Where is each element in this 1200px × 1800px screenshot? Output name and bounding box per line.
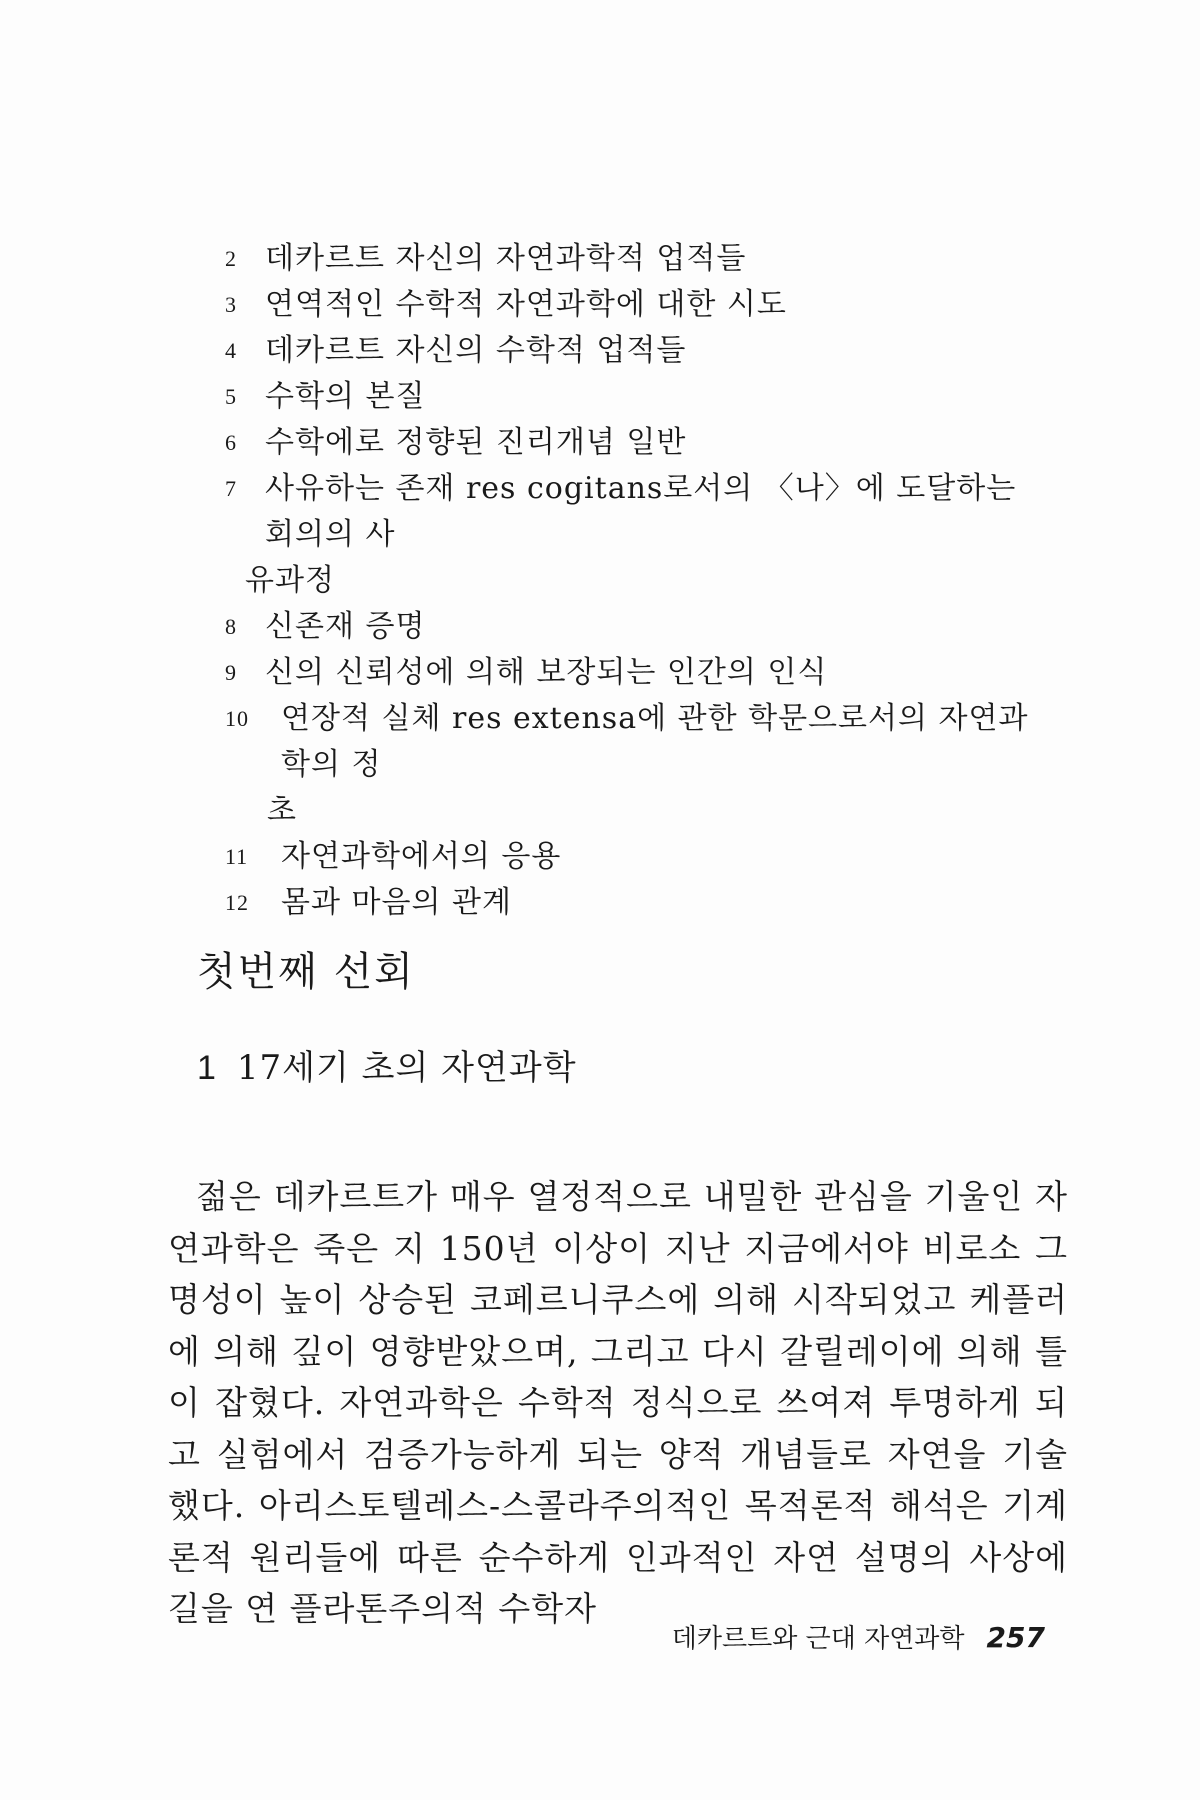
- running-title: 데카르트와 근대 자연과학: [671, 1624, 965, 1654]
- toc-item-text: 몸과 마음의 관계: [281, 885, 512, 920]
- toc-item: [225, 420, 1055, 466]
- toc-item-number: 7: [225, 476, 237, 501]
- toc-item-text: 수학에로 정향된 진리개념 일반: [265, 425, 687, 460]
- toc-item: [225, 282, 1055, 328]
- table-of-contents: [225, 236, 1055, 926]
- toc-item: [225, 466, 1055, 604]
- page-footer: [672, 1618, 1045, 1655]
- toc-item: [225, 650, 1055, 696]
- toc-item-number: 8: [225, 614, 237, 639]
- toc-item-number: 6: [225, 430, 237, 455]
- toc-item-text: 신존재 증명: [265, 609, 426, 644]
- toc-item: [225, 328, 1055, 374]
- toc-item: [225, 374, 1055, 420]
- toc-item-continuation: 유과정: [245, 563, 335, 598]
- toc-item-text: 사유하는 존재 res cogitans로서의 〈나〉에 도달하는 회의의 사: [265, 471, 1017, 552]
- toc-item-number: 2: [225, 246, 237, 271]
- page-number: 257: [986, 1621, 1045, 1654]
- section-heading: [197, 1040, 577, 1089]
- toc-item: [225, 696, 1055, 834]
- toc-item-text: 수학의 본질: [265, 379, 426, 414]
- toc-item-number: 11: [225, 844, 249, 869]
- toc-item-number: 9: [225, 660, 237, 685]
- toc-item-number: 3: [225, 292, 237, 317]
- toc-item: [225, 880, 1055, 926]
- body-paragraph: 젊은 데카르트가 매우 열정적으로 내밀한 관심을 기울인 자연과학은 죽은 지 150년 이상이 지난 지금에서야 비로소 그 명성이 높이 상승된 코페르니쿠스에 의해 시작되었고 케플러에 의해 깊이 영향받았으며, 그리고 다시 갈릴레이에 의해 틀이 잡혔다. 자연과학은 수학적 정식으로 쓰여져 투명하게 되고 실험에서 검증가능하게 되는 양적 개념들로 자연을 기술했다. 아리스토텔레스-스콜라주의적인 목적론적 해석은 기계론적 원리들에 따른 순수하게 인과적인 자연 설명의 사상에 길을 연 플라톤주의적 수학자: [168, 1177, 1068, 1628]
- toc-item-text: 자연과학에서의 응용: [281, 839, 562, 874]
- toc-item-text: 연장적 실체 res extensa에 관한 학문으로서의 자연과학의 정: [281, 701, 1029, 782]
- toc-item-number: 10: [225, 706, 249, 731]
- toc-item-number: 5: [225, 384, 237, 409]
- section-title-text: 17세기 초의 자연과학: [236, 1048, 577, 1088]
- toc-item-text: 신의 신뢰성에 의해 보장되는 인간의 인식: [265, 655, 828, 690]
- toc-item-number: 12: [225, 890, 249, 915]
- lecture-title: 첫번째 선회: [197, 949, 415, 995]
- toc-item: [225, 604, 1055, 650]
- section-number: 1: [197, 1049, 217, 1087]
- toc-item-text: 데카르트 자신의 자연과학적 업적들: [265, 241, 747, 276]
- toc-item-number: 4: [225, 338, 237, 363]
- toc-item-continuation: 초: [267, 793, 297, 828]
- toc-item-text: 데카르트 자신의 수학적 업적들: [265, 333, 687, 368]
- toc-item: [225, 236, 1055, 282]
- toc-item: [225, 834, 1055, 880]
- toc-item-text: 연역적인 수학적 자연과학에 대한 시도: [265, 287, 787, 322]
